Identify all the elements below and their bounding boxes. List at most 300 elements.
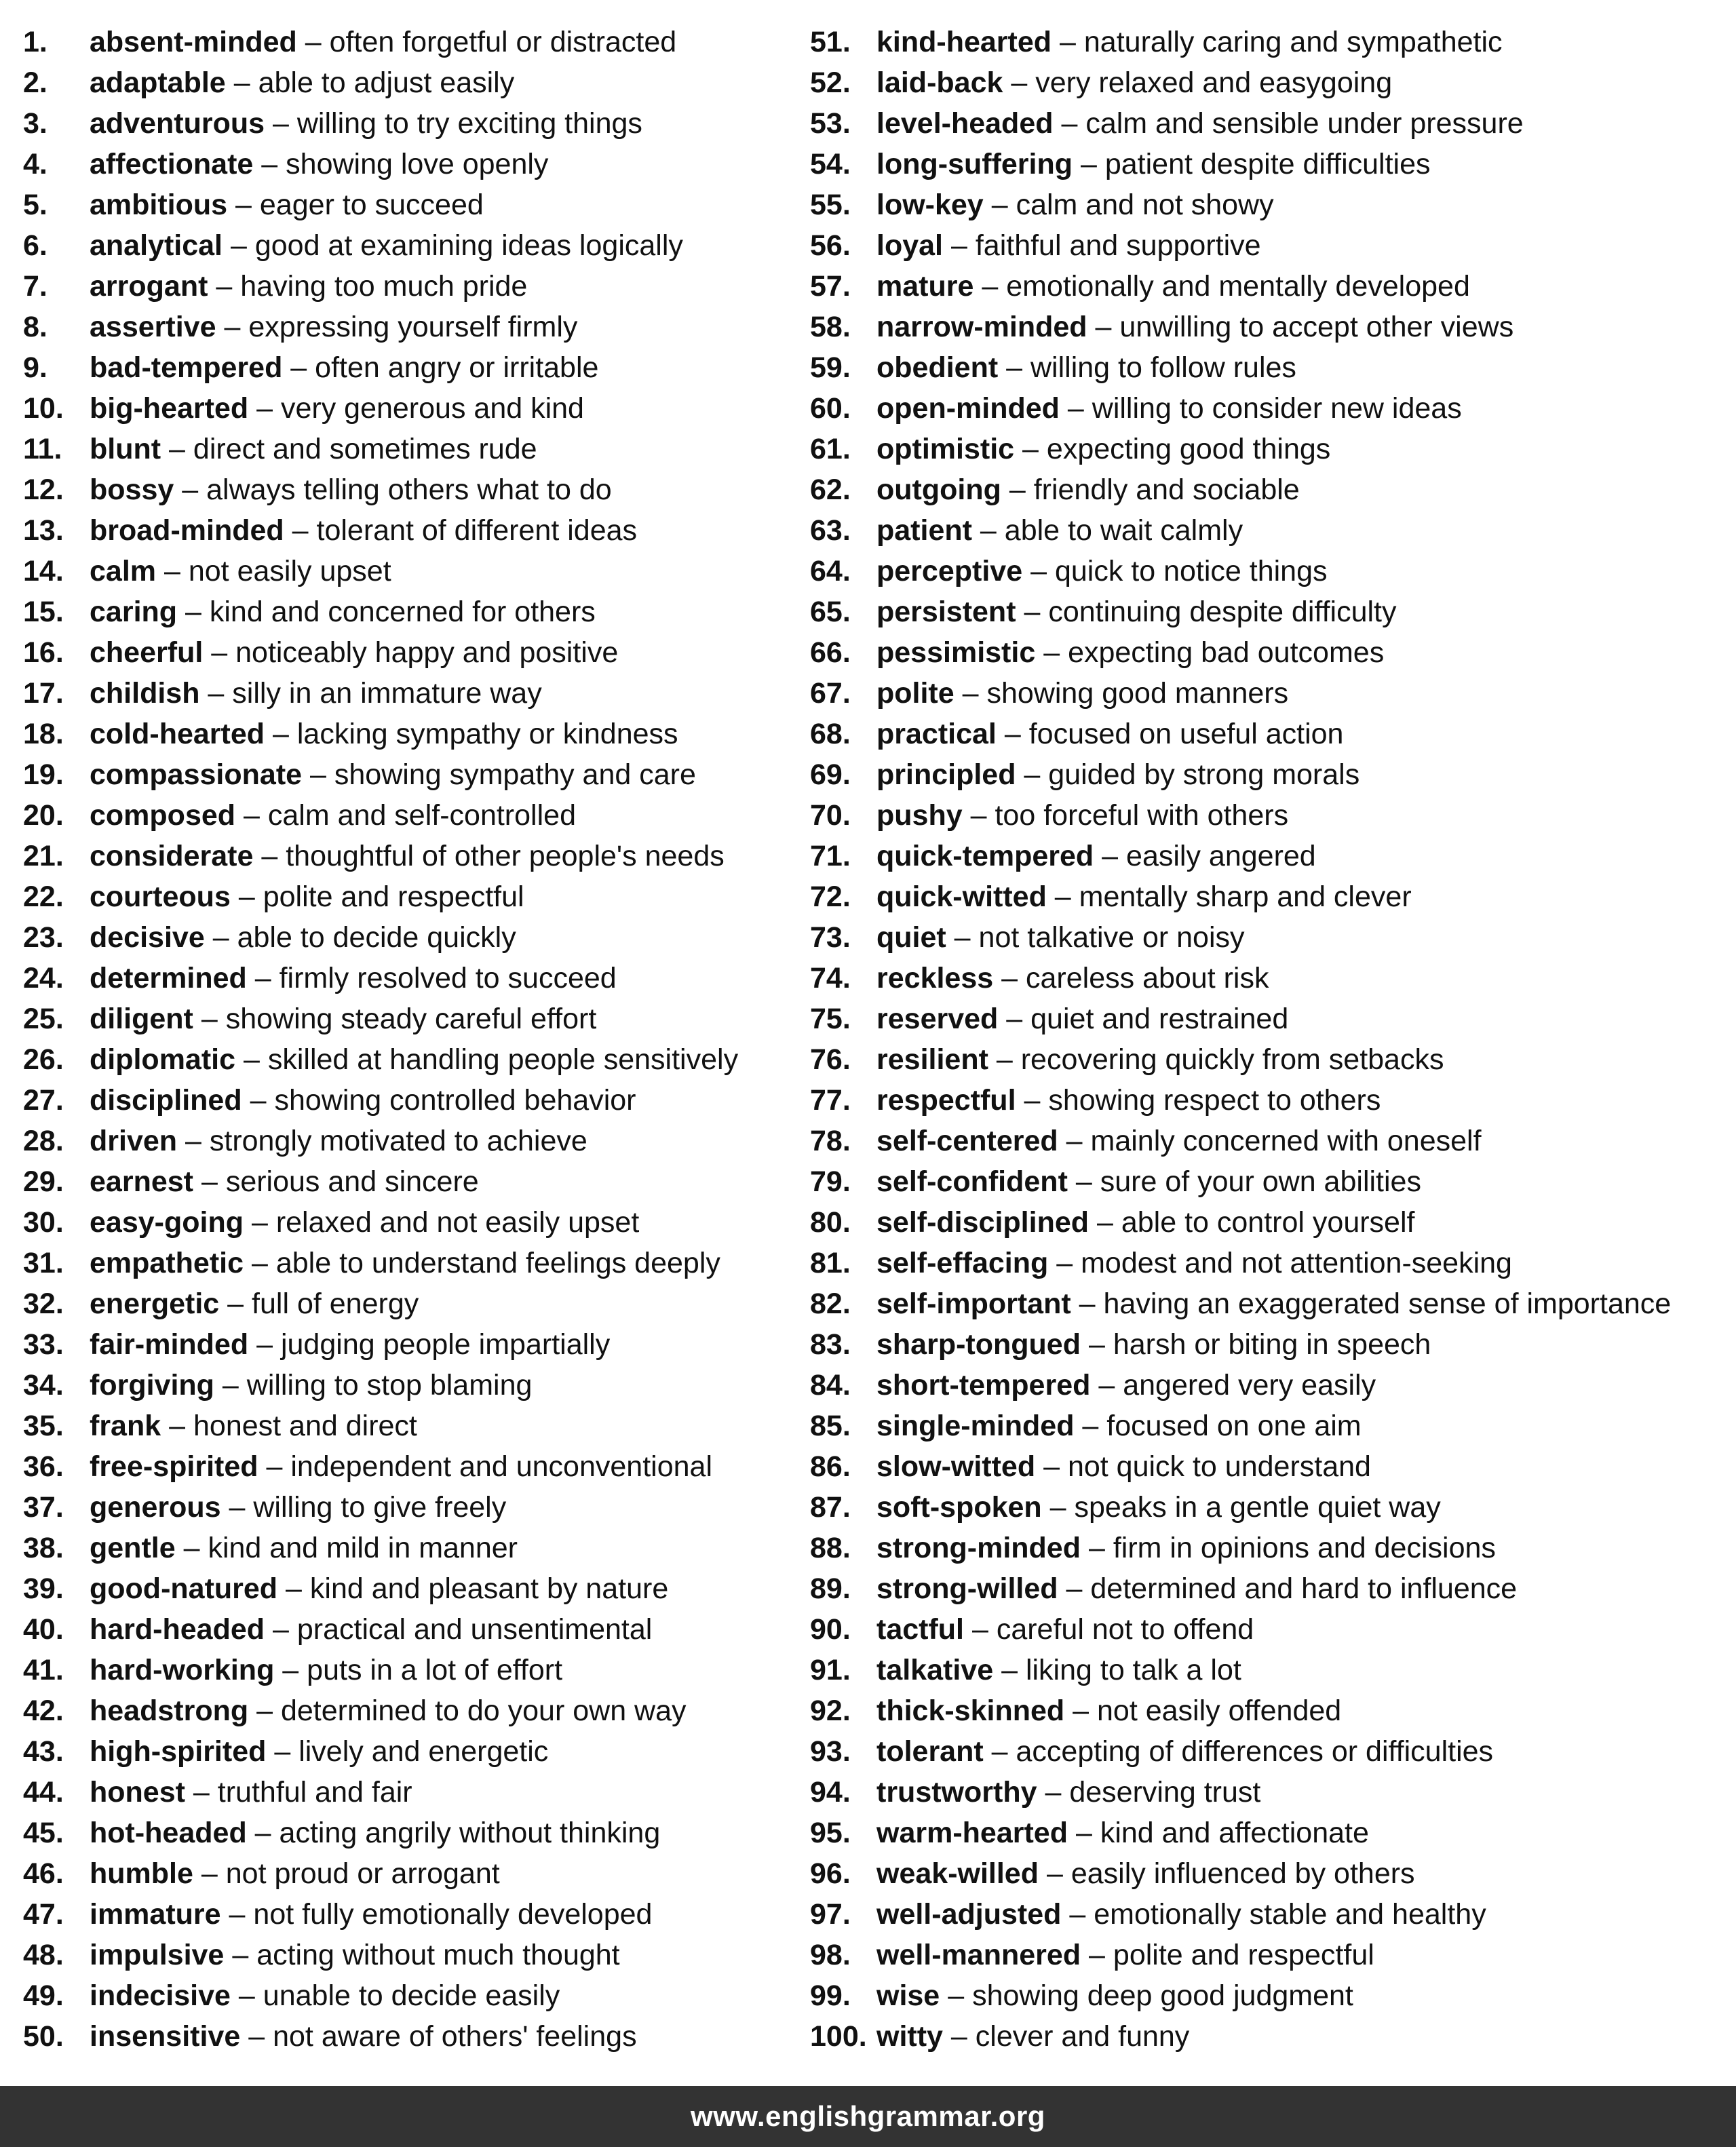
item-separator: – [201, 1857, 218, 1890]
item-separator: – [273, 107, 289, 140]
item-definition: strongly motivated to achieve [209, 1125, 587, 1157]
list-item [810, 1202, 1733, 1243]
item-word: strong-minded [876, 1532, 1081, 1564]
item-word: big-hearted [90, 392, 249, 425]
item-number: 41. [23, 1654, 64, 1686]
list-item [23, 1894, 803, 1935]
item-word: caring [90, 596, 178, 628]
item-word: impulsive [90, 1939, 225, 1971]
item-definition: firm in opinions and decisions [1113, 1532, 1496, 1564]
item-number: 15. [23, 596, 64, 628]
item-word: adventurous [90, 107, 265, 140]
item-separator: – [256, 1695, 273, 1727]
item-separator: – [991, 1735, 1008, 1768]
item-separator: – [950, 229, 967, 262]
item-separator: – [1056, 1247, 1073, 1279]
item-number: 93. [810, 1735, 851, 1768]
item-definition: independent and unconventional [290, 1450, 712, 1483]
list-item [810, 1406, 1733, 1446]
item-word: patient [876, 514, 972, 547]
item-separator: – [169, 1410, 186, 1442]
item-separator: – [1001, 962, 1018, 994]
item-number: 1. [23, 26, 47, 58]
item-number: 16. [23, 636, 64, 669]
item-word: laid-back [876, 66, 1003, 99]
item-word: single-minded [876, 1410, 1075, 1442]
item-number: 54. [810, 148, 851, 180]
item-definition: focused on useful action [1028, 718, 1344, 750]
item-separator: – [233, 66, 250, 99]
item-number: 55. [810, 189, 851, 221]
list-item [23, 1243, 803, 1283]
item-number: 44. [23, 1776, 64, 1808]
item-separator: – [274, 1735, 291, 1768]
item-definition: very generous and kind [280, 392, 584, 425]
item-definition: thoughtful of other people's needs [286, 840, 725, 872]
item-word: driven [90, 1125, 178, 1157]
list-item [810, 1365, 1733, 1406]
item-separator: – [1030, 555, 1047, 587]
item-definition: willing to give freely [253, 1491, 507, 1524]
list-item [810, 1487, 1733, 1528]
item-separator: – [948, 1979, 965, 2012]
item-word: composed [90, 799, 236, 832]
item-number: 47. [23, 1898, 64, 1931]
item-word: calm [90, 555, 157, 587]
item-word: well-mannered [876, 1939, 1081, 1971]
item-word: immature [90, 1898, 221, 1931]
item-number: 59. [810, 351, 851, 384]
item-separator: – [282, 1654, 299, 1686]
item-definition: willing to try exciting things [296, 107, 642, 140]
list-item [23, 1568, 803, 1609]
item-definition: puts in a lot of effort [307, 1654, 563, 1686]
item-number: 70. [810, 799, 851, 832]
item-number: 27. [23, 1084, 64, 1117]
list-item [23, 714, 803, 754]
item-word: gentle [90, 1532, 176, 1564]
list-item [810, 754, 1733, 795]
item-number: 53. [810, 107, 851, 140]
list-item [23, 958, 803, 999]
item-word: reckless [876, 962, 994, 994]
item-separator: – [1098, 1369, 1115, 1401]
item-word: easy-going [90, 1206, 244, 1239]
item-number: 74. [810, 962, 851, 994]
item-word: self-important [876, 1288, 1071, 1320]
item-separator: – [1024, 758, 1041, 791]
item-definition: willing to consider new ideas [1092, 392, 1462, 425]
item-word: decisive [90, 921, 205, 954]
item-definition: always telling others what to do [206, 473, 612, 506]
item-number: 90. [810, 1613, 851, 1646]
list-item [23, 185, 803, 225]
list-item [810, 592, 1733, 632]
list-item [810, 1853, 1733, 1894]
item-definition: silly in an immature way [232, 677, 542, 710]
item-separator: – [1001, 1654, 1018, 1686]
item-definition: unable to decide easily [263, 1979, 560, 2012]
item-definition: able to understand feelings deeply [275, 1247, 720, 1279]
list-item [23, 469, 803, 510]
item-number: 64. [810, 555, 851, 587]
item-number: 57. [810, 270, 851, 303]
item-separator: – [1045, 1776, 1062, 1808]
item-number: 35. [23, 1410, 64, 1442]
item-word: cheerful [90, 636, 204, 669]
item-number: 48. [23, 1939, 64, 1971]
list-item [810, 347, 1733, 388]
item-word: humble [90, 1857, 193, 1890]
item-definition: not talkative or noisy [978, 921, 1245, 954]
item-word: optimistic [876, 433, 1015, 465]
item-word: empathetic [90, 1247, 244, 1279]
item-number: 61. [810, 433, 851, 465]
list-item [23, 1853, 803, 1894]
item-separator: – [254, 962, 271, 994]
item-word: quick-witted [876, 881, 1047, 913]
item-definition: easily angered [1126, 840, 1316, 872]
item-separator: – [254, 1817, 271, 1849]
item-number: 66. [810, 636, 851, 669]
item-number: 23. [23, 921, 64, 954]
item-word: long-suffering [876, 148, 1073, 180]
list-item [23, 1446, 803, 1487]
item-number: 80. [810, 1206, 851, 1239]
item-separator: – [1043, 1450, 1060, 1483]
item-separator: – [1066, 1125, 1083, 1157]
list-item [810, 225, 1733, 266]
item-definition: deserving trust [1069, 1776, 1261, 1808]
item-number: 86. [810, 1450, 851, 1483]
list-item [23, 1935, 803, 1975]
item-number: 20. [23, 799, 64, 832]
list-item [810, 185, 1733, 225]
item-word: cold-hearted [90, 718, 265, 750]
item-number: 5. [23, 189, 47, 221]
item-definition: expecting good things [1046, 433, 1331, 465]
list-item [810, 1080, 1733, 1121]
item-definition: polite and respectful [263, 881, 524, 913]
item-word: affectionate [90, 148, 254, 180]
item-number: 2. [23, 66, 47, 99]
list-item [810, 469, 1733, 510]
item-separator: – [1046, 1857, 1063, 1890]
list-item [810, 551, 1733, 592]
item-number: 88. [810, 1532, 851, 1564]
list-item [810, 429, 1733, 469]
item-word: outgoing [876, 473, 1001, 506]
list-item [23, 1975, 803, 2016]
list-item [810, 1609, 1733, 1650]
item-number: 77. [810, 1084, 851, 1117]
item-number: 46. [23, 1857, 64, 1890]
list-item [23, 1283, 803, 1324]
item-separator: – [229, 1898, 246, 1931]
item-number: 97. [810, 1898, 851, 1931]
list-item [810, 1161, 1733, 1202]
item-definition: not quick to understand [1067, 1450, 1371, 1483]
item-definition: sure of your own abilities [1100, 1165, 1421, 1198]
item-number: 22. [23, 881, 64, 913]
item-word: free-spirited [90, 1450, 258, 1483]
item-separator: – [273, 1613, 289, 1646]
item-number: 91. [810, 1654, 851, 1686]
item-separator: – [290, 351, 307, 384]
list-item [23, 1039, 803, 1080]
item-definition: easily influenced by others [1070, 1857, 1415, 1890]
item-separator: – [980, 514, 997, 547]
item-word: loyal [876, 229, 943, 262]
item-separator: – [982, 270, 999, 303]
item-word: high-spirited [90, 1735, 267, 1768]
list-item [23, 2016, 803, 2057]
item-number: 42. [23, 1695, 64, 1727]
item-separator: – [169, 433, 185, 465]
item-definition: friendly and sociable [1033, 473, 1300, 506]
item-word: diligent [90, 1003, 193, 1035]
list-item [810, 917, 1733, 958]
item-word: arrogant [90, 270, 208, 303]
item-number: 68. [810, 718, 851, 750]
item-number: 81. [810, 1247, 851, 1279]
item-separator: – [1075, 1817, 1092, 1849]
item-number: 18. [23, 718, 64, 750]
item-separator: – [1011, 66, 1028, 99]
item-definition: mentally sharp and clever [1079, 881, 1412, 913]
item-definition: judging people impartially [280, 1328, 611, 1361]
item-number: 69. [810, 758, 851, 791]
item-word: trustworthy [876, 1776, 1037, 1808]
item-separator: – [193, 1776, 210, 1808]
item-word: adaptable [90, 66, 226, 99]
item-definition: polite and respectful [1113, 1939, 1374, 1971]
list-item [23, 307, 803, 347]
item-number: 13. [23, 514, 64, 547]
item-number: 29. [23, 1165, 64, 1198]
item-definition: showing steady careful effort [225, 1003, 597, 1035]
item-word: disciplined [90, 1084, 242, 1117]
item-word: resilient [876, 1043, 988, 1076]
item-word: obedient [876, 351, 999, 384]
item-word: insensitive [90, 2020, 241, 2053]
list-item [23, 1487, 803, 1528]
list-item [810, 1243, 1733, 1283]
item-definition: patient despite difficulties [1104, 148, 1431, 180]
item-separator: – [183, 1532, 200, 1564]
item-number: 26. [23, 1043, 64, 1076]
item-separator: – [232, 1939, 249, 1971]
item-number: 31. [23, 1247, 64, 1279]
item-word: reserved [876, 1003, 999, 1035]
item-separator: – [238, 1979, 255, 2012]
item-definition: modest and not attention-seeking [1081, 1247, 1512, 1279]
item-definition: very relaxed and easygoing [1035, 66, 1393, 99]
item-number: 6. [23, 229, 47, 262]
item-number: 75. [810, 1003, 851, 1035]
item-definition: not fully emotionally developed [253, 1898, 653, 1931]
item-separator: – [261, 148, 278, 180]
item-separator: – [211, 636, 228, 669]
item-number: 11. [23, 433, 62, 465]
item-definition: showing sympathy and care [334, 758, 696, 791]
item-word: soft-spoken [876, 1491, 1042, 1524]
list-item [810, 307, 1733, 347]
item-separator: – [305, 26, 322, 58]
list-item [23, 673, 803, 714]
item-word: respectful [876, 1084, 1016, 1117]
item-word: generous [90, 1491, 221, 1524]
item-number: 32. [23, 1288, 64, 1320]
item-definition: quick to notice things [1054, 555, 1328, 587]
list-item [810, 1690, 1733, 1731]
item-number: 33. [23, 1328, 64, 1361]
list-item [23, 1080, 803, 1121]
item-word: short-tempered [876, 1369, 1091, 1401]
item-number: 24. [23, 962, 64, 994]
item-word: wise [876, 1979, 940, 2012]
item-number: 78. [810, 1125, 851, 1157]
item-separator: – [222, 1369, 239, 1401]
item-number: 72. [810, 881, 851, 913]
item-separator: – [1088, 1532, 1105, 1564]
item-word: talkative [876, 1654, 994, 1686]
item-definition: willing to stop blaming [246, 1369, 533, 1401]
list-item [23, 429, 803, 469]
item-definition: kind and concerned for others [209, 596, 596, 628]
item-definition: good at examining ideas logically [254, 229, 683, 262]
item-definition: not easily offended [1097, 1695, 1342, 1727]
item-separator: – [1079, 1288, 1096, 1320]
item-number: 49. [23, 1979, 64, 2012]
item-separator: – [1073, 1695, 1089, 1727]
list-item [810, 999, 1733, 1039]
item-word: tolerant [876, 1735, 984, 1768]
item-definition: acting angrily without thinking [279, 1817, 661, 1849]
item-separator: – [1089, 1939, 1105, 1971]
item-number: 30. [23, 1206, 64, 1239]
item-definition: skilled at handling people sensitively [267, 1043, 739, 1076]
item-separator: – [950, 2020, 967, 2053]
item-word: headstrong [90, 1695, 249, 1727]
list-item [810, 1324, 1733, 1365]
item-separator: – [1006, 1003, 1023, 1035]
item-number: 36. [23, 1450, 64, 1483]
list-item [810, 1935, 1733, 1975]
item-definition: mainly concerned with oneself [1090, 1125, 1482, 1157]
item-word: hard-headed [90, 1613, 265, 1646]
item-separator: – [243, 1043, 260, 1076]
list-item [23, 917, 803, 958]
item-number: 79. [810, 1165, 851, 1198]
item-separator: – [954, 921, 971, 954]
item-word: broad-minded [90, 514, 284, 547]
item-definition: able to wait calmly [1004, 514, 1243, 547]
item-word: analytical [90, 229, 223, 262]
item-word: perceptive [876, 555, 1023, 587]
item-definition: emotionally and mentally developed [1006, 270, 1470, 303]
item-definition: kind and affectionate [1100, 1817, 1369, 1849]
item-number: 100. [810, 2020, 867, 2053]
item-word: weak-willed [876, 1857, 1039, 1890]
item-word: absent-minded [90, 26, 297, 58]
item-number: 62. [810, 473, 851, 506]
item-word: quiet [876, 921, 946, 954]
item-separator: – [230, 229, 247, 262]
list-item [23, 1324, 803, 1365]
list-item [23, 62, 803, 103]
item-separator: – [1054, 881, 1071, 913]
item-word: persistent [876, 596, 1016, 628]
item-number: 17. [23, 677, 64, 710]
list-item [23, 632, 803, 673]
list-item [23, 103, 803, 144]
item-word: forgiving [90, 1369, 214, 1401]
item-separator: – [1006, 351, 1023, 384]
item-number: 34. [23, 1369, 64, 1401]
item-definition: not aware of others' feelings [273, 2020, 637, 2053]
item-definition: careful not to offend [996, 1613, 1254, 1646]
list-item [810, 1650, 1733, 1690]
list-item [810, 1975, 1733, 2016]
list-item [810, 388, 1733, 429]
item-number: 84. [810, 1369, 851, 1401]
item-number: 71. [810, 840, 851, 872]
item-definition: showing respect to others [1048, 1084, 1381, 1117]
item-definition: direct and sometimes rude [193, 433, 537, 465]
item-definition: having too much pride [240, 270, 528, 303]
item-separator: – [227, 1288, 244, 1320]
item-separator: – [1095, 311, 1112, 343]
item-number: 19. [23, 758, 64, 791]
item-number: 94. [810, 1776, 851, 1808]
item-definition: calm and not showy [1016, 189, 1274, 221]
item-definition: careless about risk [1026, 962, 1269, 994]
item-separator: – [1096, 1206, 1113, 1239]
item-number: 52. [810, 66, 851, 99]
item-word: frank [90, 1410, 161, 1442]
item-number: 12. [23, 473, 64, 506]
item-separator: – [1024, 596, 1041, 628]
list-item [810, 62, 1733, 103]
item-separator: – [962, 677, 979, 710]
list-item [810, 266, 1733, 307]
item-word: thick-skinned [876, 1695, 1065, 1727]
item-definition: tolerant of different ideas [316, 514, 638, 547]
item-definition: often forgetful or distracted [329, 26, 677, 58]
item-definition: able to decide quickly [237, 921, 516, 954]
item-word: self-centered [876, 1125, 1058, 1157]
item-definition: often angry or irritable [315, 351, 599, 384]
item-word: kind-hearted [876, 26, 1052, 58]
item-definition: harsh or biting in speech [1113, 1328, 1431, 1361]
list-item [23, 1609, 803, 1650]
item-definition: truthful and fair [217, 1776, 412, 1808]
item-separator: – [229, 1491, 246, 1524]
footer-website-link[interactable]: www.englishgrammar.org [691, 2100, 1045, 2132]
item-separator: – [1043, 636, 1060, 669]
item-number: 38. [23, 1532, 64, 1564]
item-separator: – [235, 189, 252, 221]
list-item [23, 144, 803, 185]
list-item [810, 1894, 1733, 1935]
left-column-list [23, 22, 803, 2057]
item-number: 9. [23, 351, 47, 384]
item-number: 89. [810, 1572, 851, 1605]
item-separator: – [991, 189, 1008, 221]
item-word: sharp-tongued [876, 1328, 1081, 1361]
item-number: 96. [810, 1857, 851, 1890]
